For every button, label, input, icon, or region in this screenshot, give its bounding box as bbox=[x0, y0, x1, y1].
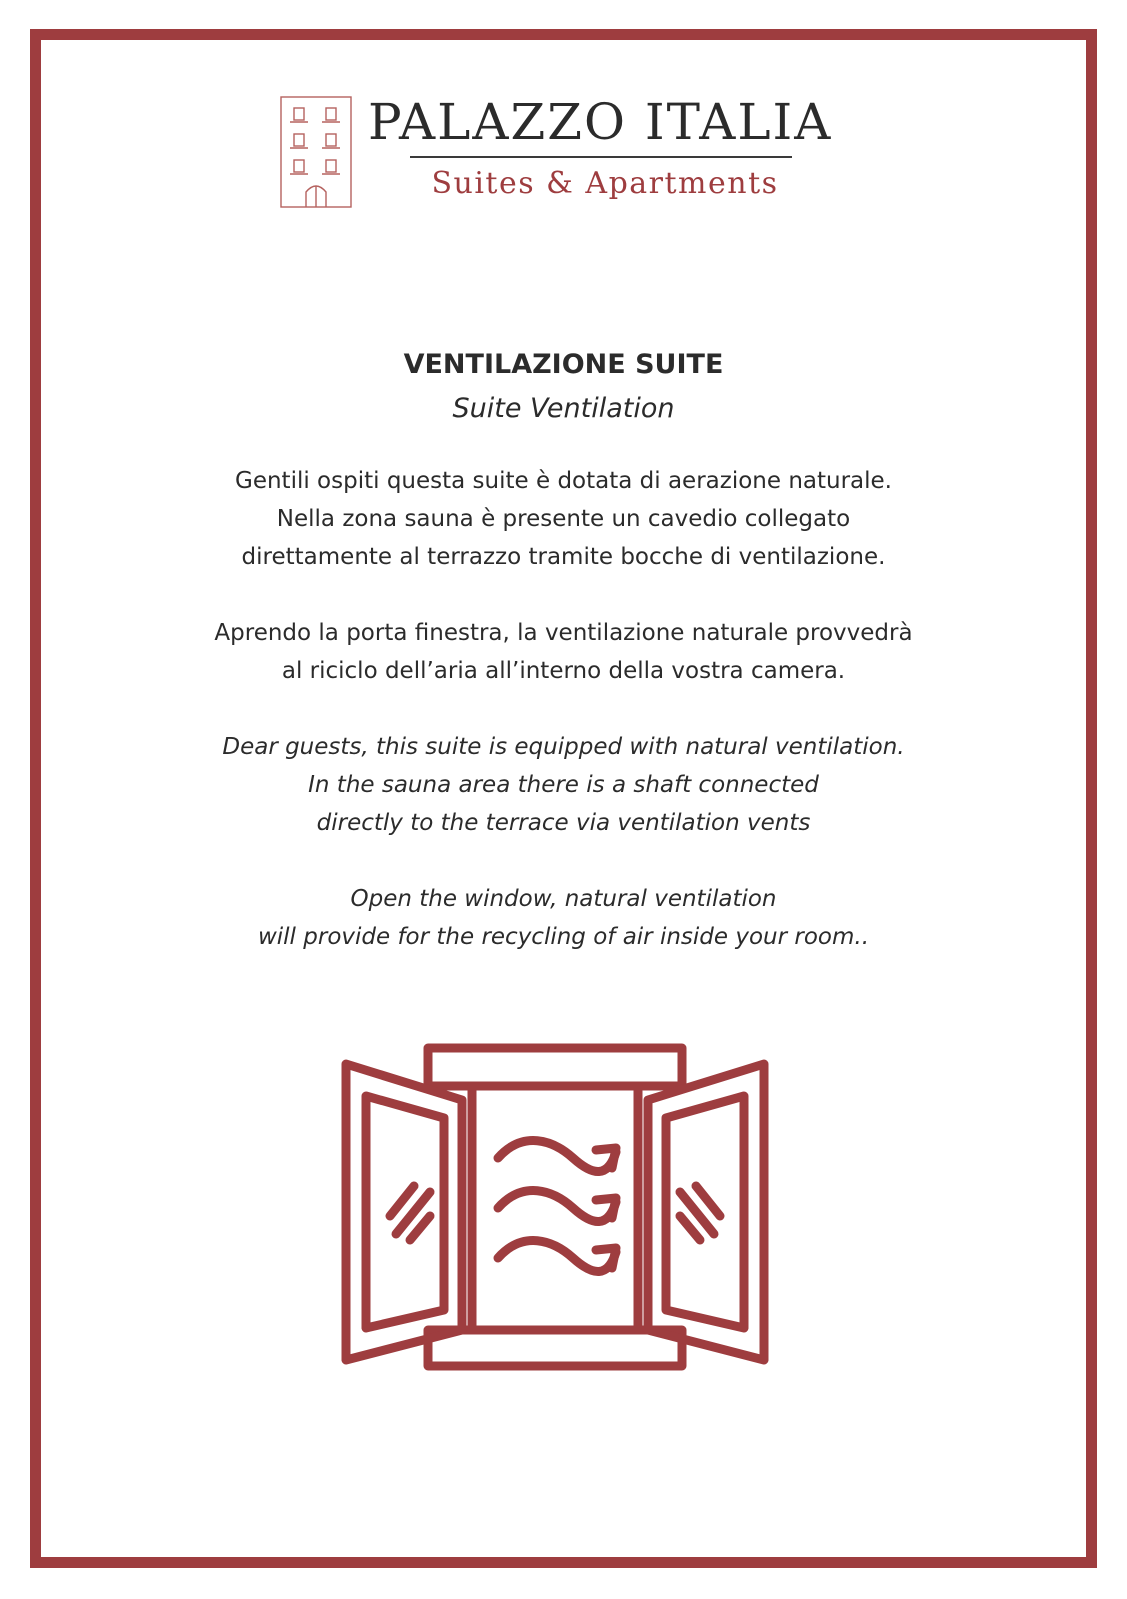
text-line: al riciclo dell’aria all’interno della vostra camera. bbox=[281, 658, 846, 684]
english-paragraph-1 bbox=[80, 728, 1047, 842]
brand-divider bbox=[410, 156, 792, 158]
italian-paragraph-1 bbox=[80, 462, 1047, 576]
text-line: Gentili ospiti questa suite è dotata di aerazione naturale. bbox=[235, 468, 892, 494]
text-line: Open the window, natural ventilation bbox=[350, 886, 777, 912]
text-line: will provide for the recycling of air inside your room.. bbox=[257, 924, 870, 950]
text-line: Nella zona sauna è presente un cavedio collegato bbox=[276, 506, 851, 532]
text-line: direttamente al terrazzo tramite bocche di ventilazione. bbox=[241, 544, 886, 570]
notice-title-italian: VENTILAZIONE SUITE bbox=[403, 349, 724, 380]
text-line: Aprendo la porta finestra, la ventilazione naturale provvedrà bbox=[214, 620, 913, 646]
brand-tagline: Suites & Apartments bbox=[431, 166, 779, 201]
brand-logo bbox=[280, 92, 850, 212]
text-line: directly to the terrace via ventilation vents bbox=[316, 810, 811, 836]
brand-name: PALAZZO ITALIA bbox=[368, 93, 833, 151]
text-line: Dear guests, this suite is equipped with natural ventilation. bbox=[222, 734, 905, 760]
open-window-airflow-icon bbox=[338, 1040, 772, 1374]
notice-title-english: Suite Ventilation bbox=[452, 393, 675, 424]
notice-content bbox=[80, 342, 1047, 994]
text-line: In the sauna area there is a shaft connected bbox=[308, 772, 819, 798]
palazzo-building-icon bbox=[280, 96, 352, 208]
italian-paragraph-2 bbox=[80, 614, 1047, 690]
english-paragraph-2 bbox=[80, 880, 1047, 956]
